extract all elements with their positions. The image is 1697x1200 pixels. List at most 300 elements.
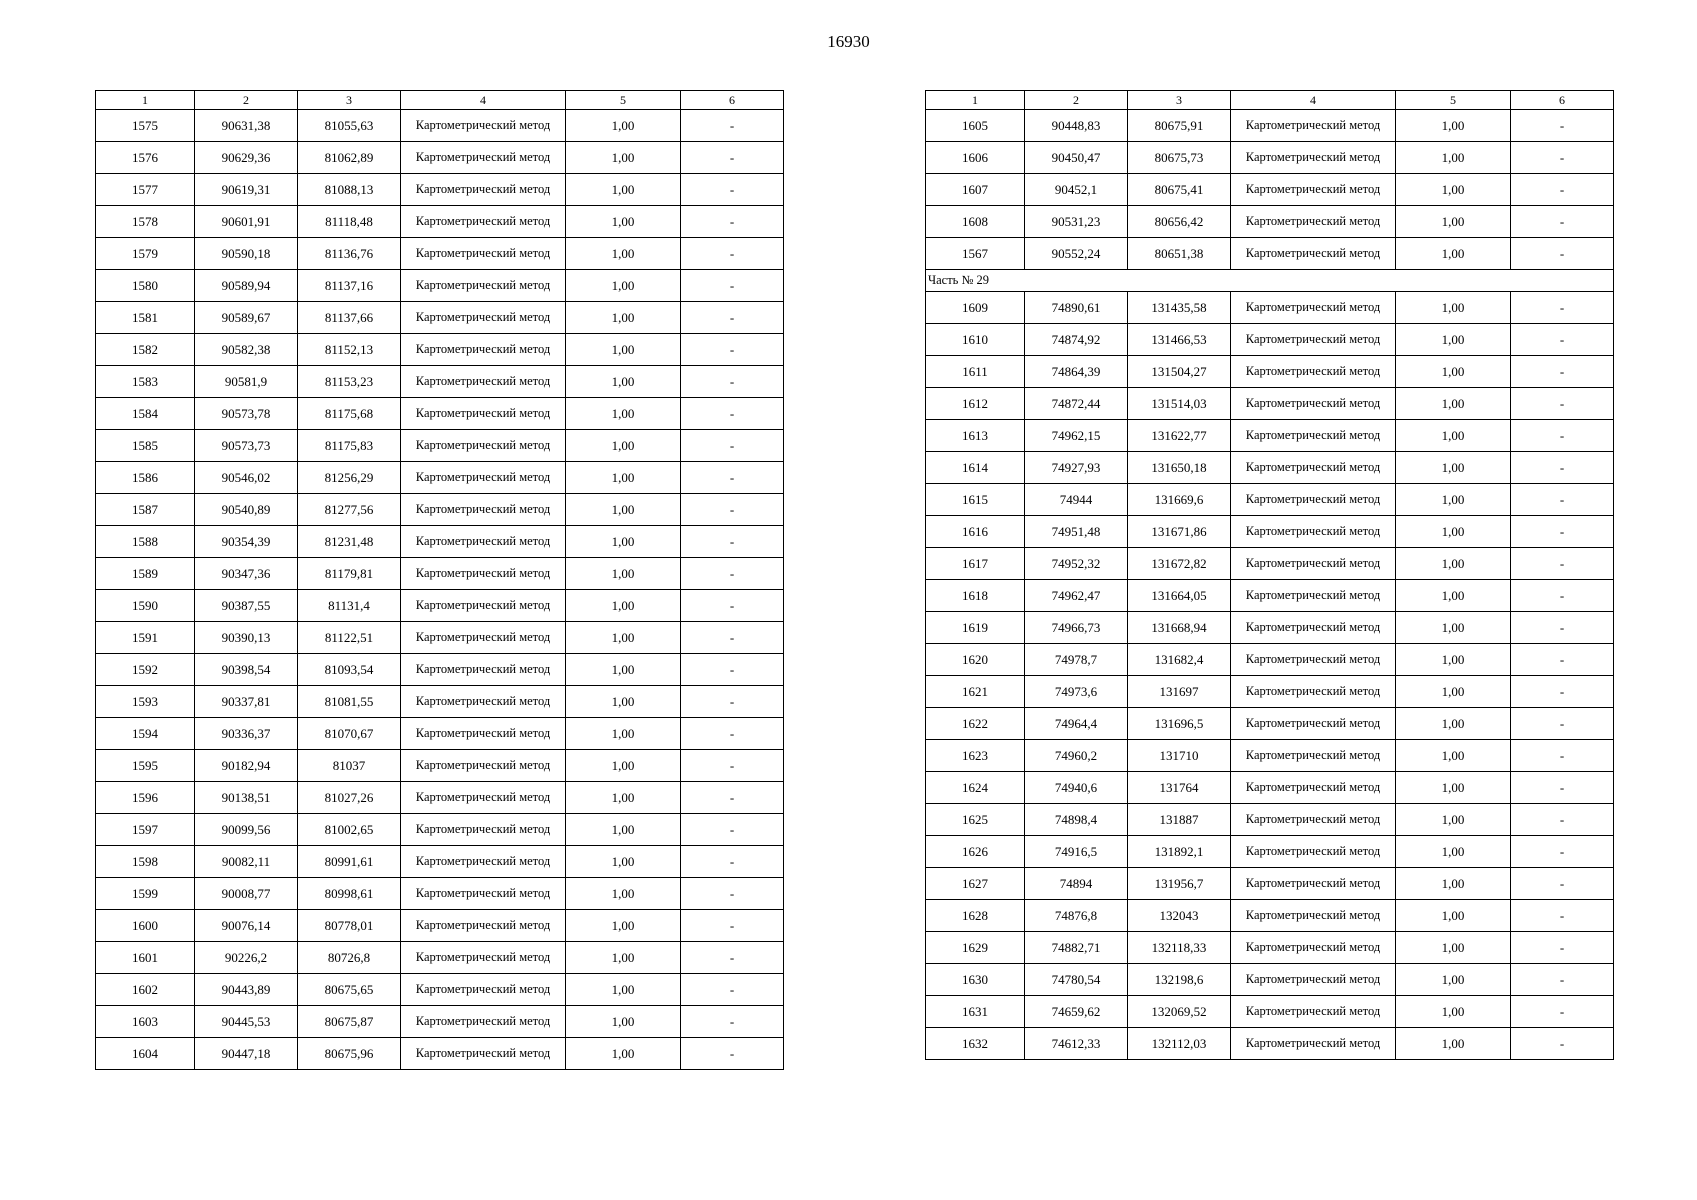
table-row — [926, 676, 1614, 708]
method-cell: Картометрический метод — [1231, 324, 1396, 356]
point-number-cell: 1578 — [96, 206, 195, 238]
accuracy-cell: 1,00 — [1396, 452, 1511, 484]
coordinate-x-cell: 90448,83 — [1025, 110, 1128, 142]
accuracy-cell: 1,00 — [1396, 580, 1511, 612]
note-cell: - — [1511, 804, 1614, 836]
coordinate-y-cell: 131435,58 — [1128, 292, 1231, 324]
coordinate-y-cell: 131650,18 — [1128, 452, 1231, 484]
coordinate-y-cell: 132043 — [1128, 900, 1231, 932]
method-cell: Картометрический метод — [1231, 900, 1396, 932]
coordinate-y-cell: 81179,81 — [298, 558, 401, 590]
coordinate-y-cell: 81027,26 — [298, 782, 401, 814]
point-number-cell: 1614 — [926, 452, 1025, 484]
point-number-cell: 1585 — [96, 430, 195, 462]
note-cell: - — [1511, 356, 1614, 388]
accuracy-cell: 1,00 — [1396, 110, 1511, 142]
note-cell: - — [1511, 996, 1614, 1028]
table-row — [926, 964, 1614, 996]
accuracy-cell: 1,00 — [566, 814, 681, 846]
note-cell: - — [1511, 676, 1614, 708]
coordinate-y-cell: 131669,6 — [1128, 484, 1231, 516]
method-cell: Картометрический метод — [1231, 676, 1396, 708]
accuracy-cell: 1,00 — [1396, 868, 1511, 900]
accuracy-cell: 1,00 — [1396, 238, 1511, 270]
table-row — [96, 334, 784, 366]
coordinate-x-cell: 90601,91 — [195, 206, 298, 238]
accuracy-cell: 1,00 — [1396, 932, 1511, 964]
accuracy-cell: 1,00 — [566, 942, 681, 974]
method-cell: Картометрический метод — [401, 942, 566, 974]
point-number-cell: 1625 — [926, 804, 1025, 836]
coordinate-y-cell: 81081,55 — [298, 686, 401, 718]
accuracy-cell: 1,00 — [1396, 676, 1511, 708]
point-number-cell: 1581 — [96, 302, 195, 334]
point-number-cell: 1611 — [926, 356, 1025, 388]
table-row — [96, 782, 784, 814]
point-number-cell: 1589 — [96, 558, 195, 590]
coordinate-x-cell: 74927,93 — [1025, 452, 1128, 484]
coordinate-y-cell: 81037 — [298, 750, 401, 782]
coordinate-x-cell: 90590,18 — [195, 238, 298, 270]
accuracy-cell: 1,00 — [1396, 484, 1511, 516]
method-cell: Картометрический метод — [401, 974, 566, 1006]
note-cell: - — [1511, 110, 1614, 142]
coordinate-x-cell: 90398,54 — [195, 654, 298, 686]
table-row — [926, 292, 1614, 324]
table-row — [96, 206, 784, 238]
note-cell: - — [681, 270, 784, 302]
method-cell: Картометрический метод — [401, 654, 566, 686]
coordinate-x-cell: 90531,23 — [1025, 206, 1128, 238]
method-cell: Картометрический метод — [401, 558, 566, 590]
table-row — [96, 110, 784, 142]
method-cell: Картометрический метод — [401, 814, 566, 846]
coordinate-y-cell: 131668,94 — [1128, 612, 1231, 644]
accuracy-cell: 1,00 — [1396, 964, 1511, 996]
coordinates-table-right — [925, 90, 1614, 1060]
note-cell: - — [681, 1038, 784, 1070]
table-row — [926, 238, 1614, 270]
point-number-cell: 1576 — [96, 142, 195, 174]
method-cell: Картометрический метод — [1231, 644, 1396, 676]
note-cell: - — [681, 334, 784, 366]
table-row — [96, 430, 784, 462]
table-row — [96, 1006, 784, 1038]
note-cell: - — [1511, 174, 1614, 206]
coordinate-x-cell: 74978,7 — [1025, 644, 1128, 676]
point-number-cell: 1586 — [96, 462, 195, 494]
method-cell: Картометрический метод — [401, 302, 566, 334]
column-header-6: 6 — [681, 91, 784, 110]
table-row — [926, 868, 1614, 900]
note-cell: - — [1511, 932, 1614, 964]
point-number-cell: 1599 — [96, 878, 195, 910]
method-cell: Картометрический метод — [1231, 388, 1396, 420]
method-cell: Картометрический метод — [401, 334, 566, 366]
note-cell: - — [1511, 964, 1614, 996]
coordinate-y-cell: 81093,54 — [298, 654, 401, 686]
coordinate-y-cell: 81136,76 — [298, 238, 401, 270]
method-cell: Картометрический метод — [401, 1006, 566, 1038]
accuracy-cell: 1,00 — [566, 974, 681, 1006]
coordinate-y-cell: 81152,13 — [298, 334, 401, 366]
coordinate-x-cell: 90540,89 — [195, 494, 298, 526]
note-cell: - — [681, 782, 784, 814]
method-cell: Картометрический метод — [401, 398, 566, 430]
accuracy-cell: 1,00 — [566, 366, 681, 398]
method-cell: Картометрический метод — [401, 110, 566, 142]
coordinate-y-cell: 131514,03 — [1128, 388, 1231, 420]
point-number-cell: 1588 — [96, 526, 195, 558]
note-cell: - — [1511, 900, 1614, 932]
coordinate-x-cell: 74612,33 — [1025, 1028, 1128, 1060]
note-cell: - — [681, 238, 784, 270]
accuracy-cell: 1,00 — [1396, 900, 1511, 932]
coordinate-x-cell: 90581,9 — [195, 366, 298, 398]
point-number-cell: 1593 — [96, 686, 195, 718]
point-number-cell: 1582 — [96, 334, 195, 366]
note-cell: - — [681, 750, 784, 782]
coordinate-y-cell: 81062,89 — [298, 142, 401, 174]
accuracy-cell: 1,00 — [566, 302, 681, 334]
table-row — [96, 1038, 784, 1070]
point-number-cell: 1600 — [96, 910, 195, 942]
note-cell: - — [1511, 420, 1614, 452]
method-cell: Картометрический метод — [1231, 868, 1396, 900]
method-cell: Картометрический метод — [1231, 708, 1396, 740]
accuracy-cell: 1,00 — [566, 750, 681, 782]
coordinate-x-cell: 74960,2 — [1025, 740, 1128, 772]
note-cell: - — [681, 366, 784, 398]
coordinate-y-cell: 81175,68 — [298, 398, 401, 430]
coordinate-y-cell: 81002,65 — [298, 814, 401, 846]
coordinate-y-cell: 131466,53 — [1128, 324, 1231, 356]
note-cell: - — [681, 526, 784, 558]
note-cell: - — [681, 846, 784, 878]
note-cell: - — [681, 622, 784, 654]
note-cell: - — [1511, 388, 1614, 420]
table-row — [96, 590, 784, 622]
table-row — [96, 302, 784, 334]
method-cell: Картометрический метод — [401, 142, 566, 174]
coordinate-x-cell: 90226,2 — [195, 942, 298, 974]
method-cell: Картометрический метод — [401, 782, 566, 814]
table-row — [96, 974, 784, 1006]
point-number-cell: 1613 — [926, 420, 1025, 452]
column-header-5: 5 — [1396, 91, 1511, 110]
point-number-cell: 1577 — [96, 174, 195, 206]
coordinate-x-cell: 90631,38 — [195, 110, 298, 142]
table-row — [926, 1028, 1614, 1060]
note-cell: - — [1511, 612, 1614, 644]
table-row — [926, 206, 1614, 238]
method-cell: Картометрический метод — [1231, 964, 1396, 996]
method-cell: Картометрический метод — [1231, 292, 1396, 324]
coordinate-x-cell: 74872,44 — [1025, 388, 1128, 420]
table-row — [926, 548, 1614, 580]
point-number-cell: 1630 — [926, 964, 1025, 996]
accuracy-cell: 1,00 — [566, 526, 681, 558]
coordinate-x-cell: 90182,94 — [195, 750, 298, 782]
note-cell: - — [1511, 868, 1614, 900]
coordinate-y-cell: 132118,33 — [1128, 932, 1231, 964]
table-row — [96, 366, 784, 398]
point-number-cell: 1628 — [926, 900, 1025, 932]
coordinate-y-cell: 81277,56 — [298, 494, 401, 526]
accuracy-cell: 1,00 — [566, 910, 681, 942]
accuracy-cell: 1,00 — [1396, 324, 1511, 356]
coordinate-y-cell: 81153,23 — [298, 366, 401, 398]
point-number-cell: 1618 — [926, 580, 1025, 612]
point-number-cell: 1609 — [926, 292, 1025, 324]
section-label: Часть № 29 — [926, 270, 1614, 292]
note-cell: - — [681, 494, 784, 526]
method-cell: Картометрический метод — [401, 718, 566, 750]
coordinate-x-cell: 74876,8 — [1025, 900, 1128, 932]
method-cell: Картометрический метод — [401, 494, 566, 526]
table-row — [926, 836, 1614, 868]
coordinate-x-cell: 90099,56 — [195, 814, 298, 846]
accuracy-cell: 1,00 — [566, 686, 681, 718]
accuracy-cell: 1,00 — [566, 430, 681, 462]
coordinate-x-cell: 74964,4 — [1025, 708, 1128, 740]
column-header-2: 2 — [1025, 91, 1128, 110]
coordinate-y-cell: 131682,4 — [1128, 644, 1231, 676]
coordinate-x-cell: 90354,39 — [195, 526, 298, 558]
coordinate-x-cell: 90546,02 — [195, 462, 298, 494]
coordinate-x-cell: 90387,55 — [195, 590, 298, 622]
coordinate-x-cell: 90336,37 — [195, 718, 298, 750]
header-row — [96, 91, 784, 110]
point-number-cell: 1590 — [96, 590, 195, 622]
method-cell: Картометрический метод — [401, 878, 566, 910]
point-number-cell: 1602 — [96, 974, 195, 1006]
coordinate-y-cell: 80675,91 — [1128, 110, 1231, 142]
accuracy-cell: 1,00 — [1396, 740, 1511, 772]
coordinate-x-cell: 90443,89 — [195, 974, 298, 1006]
point-number-cell: 1610 — [926, 324, 1025, 356]
accuracy-cell: 1,00 — [566, 558, 681, 590]
column-header-4: 4 — [401, 91, 566, 110]
table-row — [96, 814, 784, 846]
coordinate-x-cell: 90589,67 — [195, 302, 298, 334]
note-cell: - — [681, 174, 784, 206]
point-number-cell: 1617 — [926, 548, 1025, 580]
note-cell: - — [1511, 548, 1614, 580]
table-row — [96, 558, 784, 590]
coordinate-x-cell: 74916,5 — [1025, 836, 1128, 868]
coordinate-y-cell: 81256,29 — [298, 462, 401, 494]
coordinate-y-cell: 80675,41 — [1128, 174, 1231, 206]
note-cell: - — [681, 590, 784, 622]
accuracy-cell: 1,00 — [566, 462, 681, 494]
accuracy-cell: 1,00 — [566, 654, 681, 686]
table-row — [926, 174, 1614, 206]
point-number-cell: 1620 — [926, 644, 1025, 676]
note-cell: - — [681, 718, 784, 750]
note-cell: - — [1511, 836, 1614, 868]
coordinate-x-cell: 90573,73 — [195, 430, 298, 462]
coordinate-x-cell: 90629,36 — [195, 142, 298, 174]
coordinate-x-cell: 90447,18 — [195, 1038, 298, 1070]
note-cell: - — [681, 462, 784, 494]
accuracy-cell: 1,00 — [1396, 174, 1511, 206]
note-cell: - — [681, 878, 784, 910]
table-row — [96, 846, 784, 878]
point-number-cell: 1629 — [926, 932, 1025, 964]
coordinate-x-cell: 74962,15 — [1025, 420, 1128, 452]
point-number-cell: 1579 — [96, 238, 195, 270]
coordinate-y-cell: 81122,51 — [298, 622, 401, 654]
table-row — [96, 654, 784, 686]
coordinate-y-cell: 80991,61 — [298, 846, 401, 878]
note-cell: - — [1511, 324, 1614, 356]
coordinate-y-cell: 80675,87 — [298, 1006, 401, 1038]
coordinate-y-cell: 132069,52 — [1128, 996, 1231, 1028]
coordinate-x-cell: 74882,71 — [1025, 932, 1128, 964]
section-row — [926, 270, 1614, 292]
table-row — [926, 516, 1614, 548]
note-cell: - — [681, 142, 784, 174]
coordinate-y-cell: 81175,83 — [298, 430, 401, 462]
accuracy-cell: 1,00 — [1396, 516, 1511, 548]
method-cell: Картометрический метод — [401, 430, 566, 462]
table-row — [96, 718, 784, 750]
accuracy-cell: 1,00 — [1396, 388, 1511, 420]
accuracy-cell: 1,00 — [1396, 206, 1511, 238]
accuracy-cell: 1,00 — [566, 782, 681, 814]
point-number-cell: 1627 — [926, 868, 1025, 900]
coordinate-x-cell: 74951,48 — [1025, 516, 1128, 548]
accuracy-cell: 1,00 — [566, 238, 681, 270]
coordinate-x-cell: 74940,6 — [1025, 772, 1128, 804]
accuracy-cell: 1,00 — [566, 1006, 681, 1038]
accuracy-cell: 1,00 — [1396, 612, 1511, 644]
point-number-cell: 1608 — [926, 206, 1025, 238]
table-row — [926, 644, 1614, 676]
note-cell: - — [1511, 206, 1614, 238]
coordinate-y-cell: 81088,13 — [298, 174, 401, 206]
column-header-4: 4 — [1231, 91, 1396, 110]
coordinate-x-cell: 90076,14 — [195, 910, 298, 942]
point-number-cell: 1591 — [96, 622, 195, 654]
column-header-5: 5 — [566, 91, 681, 110]
accuracy-cell: 1,00 — [566, 494, 681, 526]
coordinate-x-cell: 74952,32 — [1025, 548, 1128, 580]
coordinate-x-cell: 90552,24 — [1025, 238, 1128, 270]
coordinate-x-cell: 90619,31 — [195, 174, 298, 206]
method-cell: Картометрический метод — [1231, 142, 1396, 174]
coordinate-y-cell: 131887 — [1128, 804, 1231, 836]
method-cell: Картометрический метод — [1231, 452, 1396, 484]
note-cell: - — [681, 206, 784, 238]
point-number-cell: 1601 — [96, 942, 195, 974]
table-row — [926, 142, 1614, 174]
coordinate-y-cell: 80778,01 — [298, 910, 401, 942]
column-header-1: 1 — [96, 91, 195, 110]
point-number-cell: 1575 — [96, 110, 195, 142]
method-cell: Картометрический метод — [1231, 484, 1396, 516]
table-row — [926, 804, 1614, 836]
point-number-cell: 1596 — [96, 782, 195, 814]
accuracy-cell: 1,00 — [1396, 772, 1511, 804]
coordinate-x-cell: 74894 — [1025, 868, 1128, 900]
method-cell: Картометрический метод — [1231, 740, 1396, 772]
coordinate-x-cell: 90445,53 — [195, 1006, 298, 1038]
coordinate-x-cell: 74973,6 — [1025, 676, 1128, 708]
coordinate-x-cell: 90582,38 — [195, 334, 298, 366]
point-number-cell: 1604 — [96, 1038, 195, 1070]
point-number-cell: 1592 — [96, 654, 195, 686]
table-row — [96, 462, 784, 494]
note-cell: - — [681, 814, 784, 846]
coordinate-y-cell: 80675,73 — [1128, 142, 1231, 174]
point-number-cell: 1612 — [926, 388, 1025, 420]
coordinate-y-cell: 81070,67 — [298, 718, 401, 750]
page-number: 16930 — [827, 32, 870, 51]
note-cell: - — [681, 302, 784, 334]
accuracy-cell: 1,00 — [566, 1038, 681, 1070]
method-cell: Картометрический метод — [401, 910, 566, 942]
accuracy-cell: 1,00 — [566, 878, 681, 910]
coordinates-table-left — [95, 90, 784, 1070]
coordinate-x-cell: 74874,92 — [1025, 324, 1128, 356]
table-row — [926, 708, 1614, 740]
method-cell: Картометрический метод — [401, 270, 566, 302]
table-row — [926, 772, 1614, 804]
coordinate-x-cell: 90138,51 — [195, 782, 298, 814]
coordinate-y-cell: 81137,16 — [298, 270, 401, 302]
note-cell: - — [681, 398, 784, 430]
method-cell: Картометрический метод — [1231, 996, 1396, 1028]
coordinate-x-cell: 74864,39 — [1025, 356, 1128, 388]
note-cell: - — [1511, 142, 1614, 174]
accuracy-cell: 1,00 — [566, 270, 681, 302]
table-row — [926, 996, 1614, 1028]
method-cell: Картометрический метод — [401, 622, 566, 654]
table-row — [96, 750, 784, 782]
coordinate-y-cell: 80998,61 — [298, 878, 401, 910]
coordinate-y-cell: 131671,86 — [1128, 516, 1231, 548]
table-row — [96, 238, 784, 270]
accuracy-cell: 1,00 — [566, 622, 681, 654]
point-number-cell: 1606 — [926, 142, 1025, 174]
note-cell: - — [1511, 238, 1614, 270]
method-cell: Картометрический метод — [1231, 612, 1396, 644]
coordinate-x-cell: 74962,47 — [1025, 580, 1128, 612]
point-number-cell: 1622 — [926, 708, 1025, 740]
accuracy-cell: 1,00 — [1396, 292, 1511, 324]
table-row — [96, 910, 784, 942]
point-number-cell: 1626 — [926, 836, 1025, 868]
coordinate-y-cell: 80675,96 — [298, 1038, 401, 1070]
method-cell: Картометрический метод — [1231, 580, 1396, 612]
coordinate-y-cell: 81118,48 — [298, 206, 401, 238]
method-cell: Картометрический метод — [1231, 238, 1396, 270]
note-cell: - — [681, 942, 784, 974]
point-number-cell: 1632 — [926, 1028, 1025, 1060]
point-number-cell: 1621 — [926, 676, 1025, 708]
accuracy-cell: 1,00 — [1396, 142, 1511, 174]
coordinate-x-cell: 90082,11 — [195, 846, 298, 878]
point-number-cell: 1595 — [96, 750, 195, 782]
point-number-cell: 1584 — [96, 398, 195, 430]
method-cell: Картометрический метод — [401, 366, 566, 398]
table-row — [96, 494, 784, 526]
accuracy-cell: 1,00 — [1396, 356, 1511, 388]
coordinate-y-cell: 132198,6 — [1128, 964, 1231, 996]
table-row — [926, 900, 1614, 932]
